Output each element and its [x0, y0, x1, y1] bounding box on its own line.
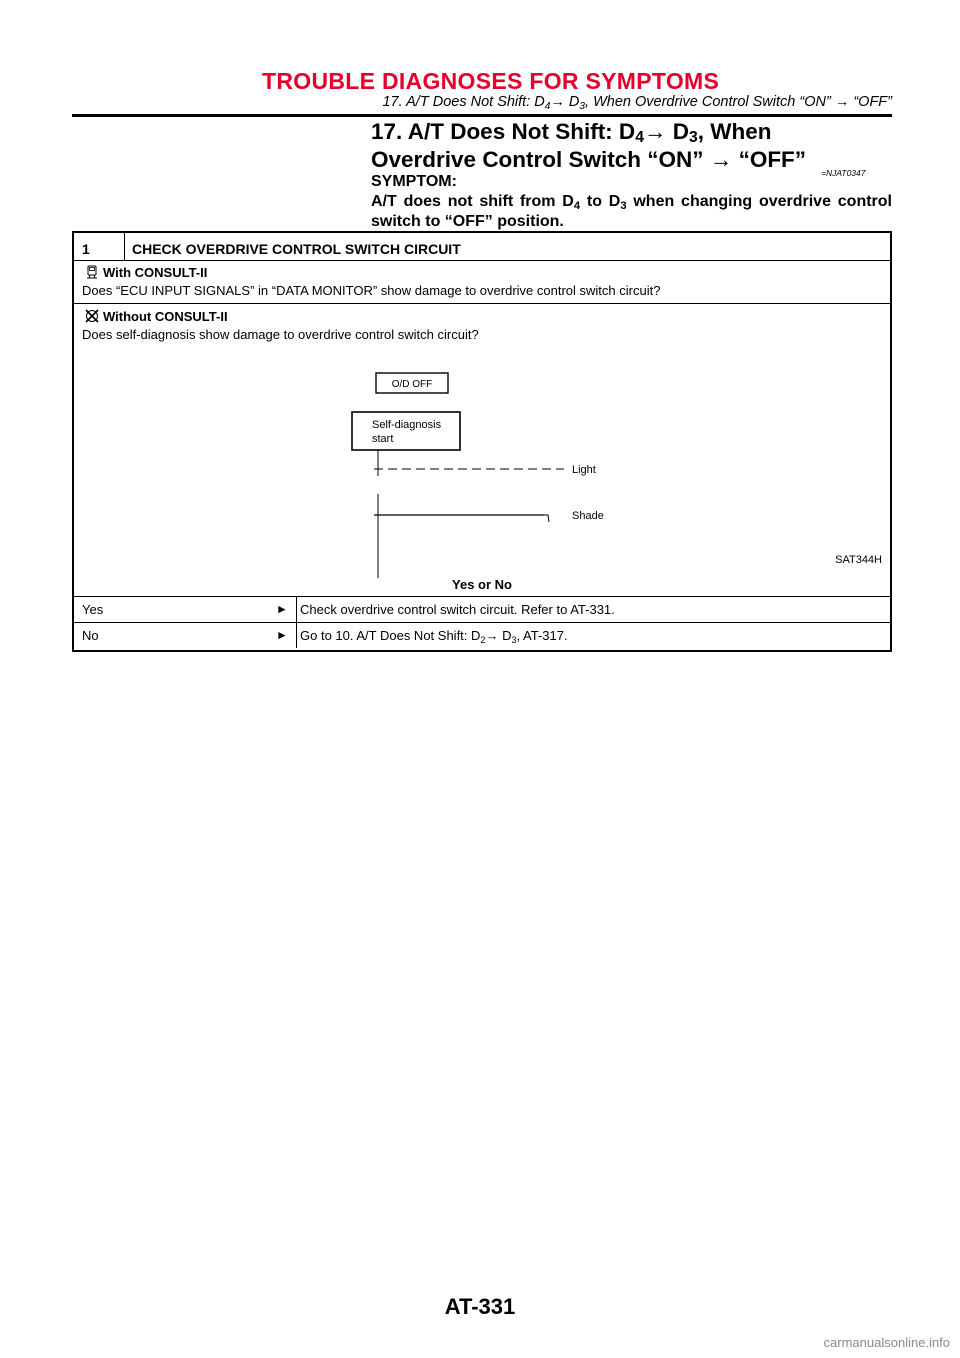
shade-label: Shade	[572, 510, 604, 522]
section-title-sub: 4	[635, 129, 644, 146]
section-title	[371, 118, 806, 174]
header-subtitle-text: D	[564, 94, 580, 110]
self-diagnosis-start-label-1: Self-diagnosis	[372, 419, 442, 431]
symptom-text-part: to D	[580, 193, 621, 210]
shade-line-end	[544, 515, 549, 522]
section-title-sub: 3	[688, 129, 698, 146]
self-diagnosis-figure	[74, 304, 890, 596]
answer-no-text: Go to 10. A/T Does Not Shift: D	[300, 628, 481, 643]
step-title: CHECK OVERDRIVE CONTROL SWITCH CIRCUIT	[132, 241, 461, 257]
with-consult-row	[74, 261, 890, 304]
section-title-line1	[371, 118, 806, 146]
answer-no-label: No	[82, 628, 99, 643]
answer-yes-action: Check overdrive control switch circuit. Refer to AT-331.	[300, 602, 615, 617]
symptom-label: SYMPTOM:	[371, 173, 457, 190]
section-title-text: 17. A/T Does Not Shift: D	[371, 119, 636, 144]
answer-yes-label: Yes	[82, 602, 104, 617]
without-consult-title: Without CONSULT-II	[103, 309, 228, 324]
arrow-icon: →	[485, 628, 499, 643]
section-title-text: “OFF”	[732, 147, 807, 172]
section-title-text: D	[666, 119, 689, 144]
page-number: AT-331	[444, 1294, 516, 1319]
header-subtitle-text: , When Overdrive Control Switch “ON”	[585, 94, 835, 110]
header-subtitle	[368, 94, 892, 110]
header-title: TROUBLE DIAGNOSES FOR SYMPTOMS	[262, 68, 720, 94]
without-consult-row	[74, 304, 890, 597]
symptom-text-part: A/T does not shift from D	[371, 193, 574, 210]
header-subtitle-sub: 4	[544, 101, 551, 112]
arrow-right-icon: ►	[276, 602, 288, 616]
section-title-text: , When	[697, 119, 772, 144]
section-reference: =NJAT0347	[821, 168, 866, 178]
without-consult-text: Does self-diagnosis show damage to overdrive control switch circuit?	[82, 327, 479, 342]
light-label: Light	[572, 464, 596, 476]
answer-divider	[296, 623, 297, 648]
arrow-icon: →	[550, 94, 565, 110]
header-subtitle-text: 17. A/T Does Not Shift: D	[382, 94, 545, 110]
answer-no-sub: 2	[480, 635, 486, 645]
answer-no-action	[300, 628, 568, 643]
self-diagnosis-start-box	[352, 412, 460, 450]
header-rule	[72, 114, 892, 117]
self-diagnosis-start-label-2: start	[372, 433, 394, 445]
answer-row-yes	[74, 597, 890, 623]
symptom-block	[371, 172, 892, 232]
answer-no-text: D	[498, 628, 512, 643]
symptom-sub: 4	[573, 200, 581, 212]
answer-divider	[296, 597, 297, 623]
step-number: 1	[82, 241, 90, 257]
symptom-sub: 3	[620, 200, 627, 212]
figure-caption: SAT344H	[835, 554, 882, 566]
answer-no-text: , AT-317.	[516, 628, 568, 643]
step-header-row	[74, 233, 890, 261]
symptom-text	[371, 192, 892, 232]
arrow-icon: →	[709, 147, 733, 172]
header-subtitle-text: “OFF”	[849, 94, 892, 110]
diagnostic-table	[72, 231, 892, 652]
yes-or-no-label: Yes or No	[452, 577, 512, 592]
watermark: carmanualsonline.info	[823, 1335, 950, 1350]
header-subtitle-sub: 3	[579, 101, 586, 112]
answer-row-no	[74, 623, 890, 648]
with-consult-text: Does “ECU INPUT SIGNALS” in “DATA MONITOR” show damage to overdrive control switch circuit?	[82, 283, 661, 298]
consult-tool-icon	[85, 265, 99, 279]
with-consult-title: With CONSULT-II	[103, 265, 208, 280]
od-off-label: O/D OFF	[391, 379, 433, 390]
step-divider	[124, 233, 125, 260]
arrow-right-icon: ►	[276, 628, 288, 642]
section-title-line2	[371, 146, 806, 174]
section-title-text: Overdrive Control Switch “ON”	[371, 147, 710, 172]
arrow-icon: →	[834, 94, 850, 110]
arrow-icon: →	[643, 119, 667, 144]
symptom-text-part: when changing overdrive control switch to “OFF” position.	[371, 193, 892, 230]
answer-no-sub: 3	[511, 635, 517, 645]
